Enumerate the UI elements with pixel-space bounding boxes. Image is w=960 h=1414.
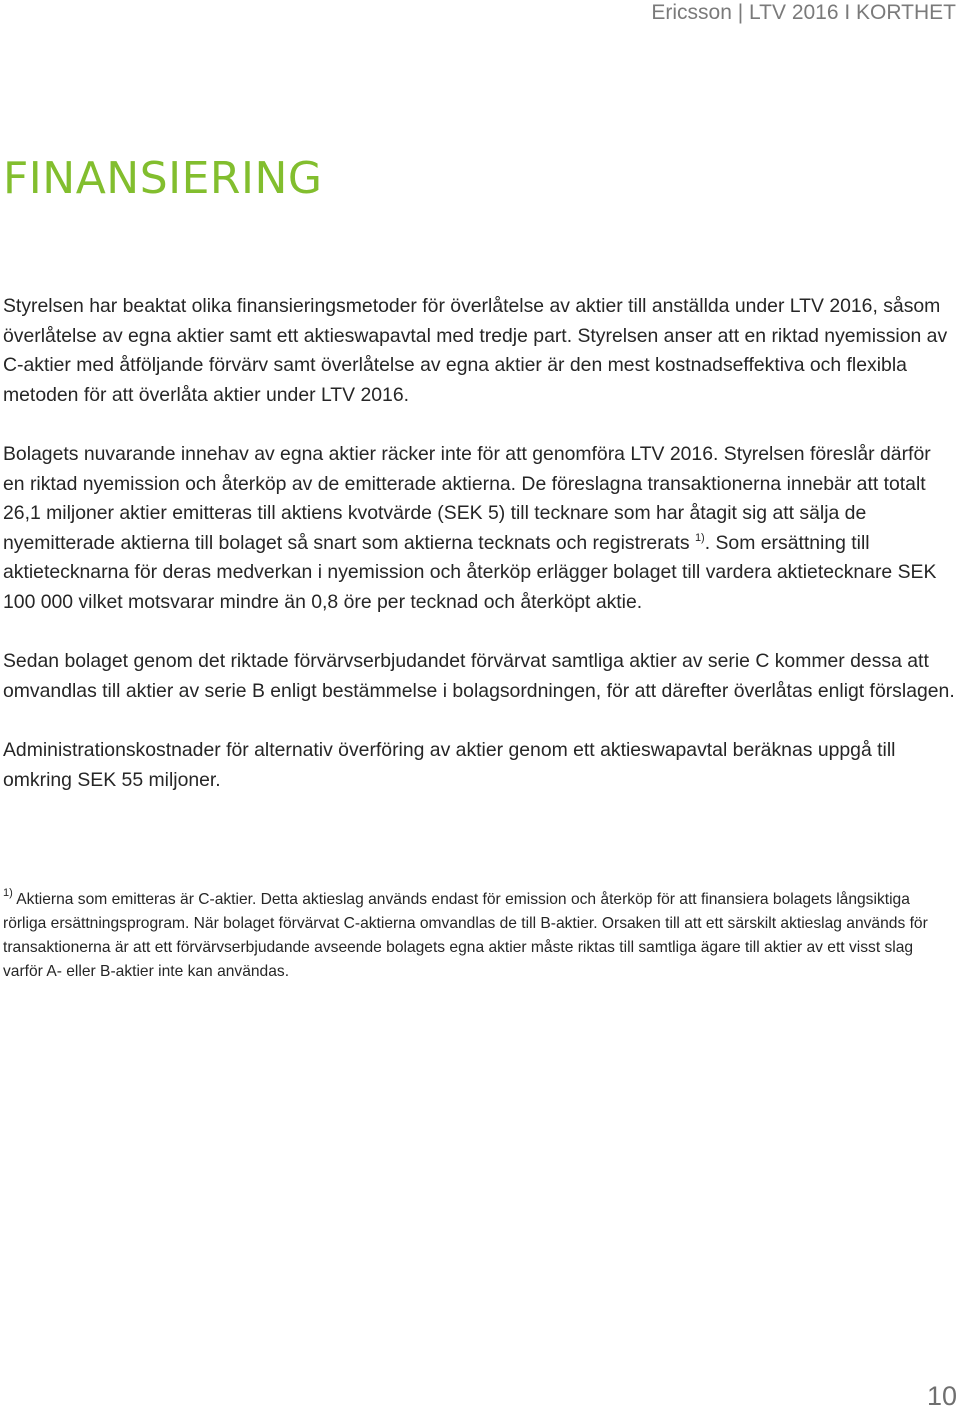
footnote-reference: 1) bbox=[694, 531, 705, 544]
paragraph-conversion: Sedan bolaget genom det riktade förvärvserbjudandet förvärvat samtliga aktier av serie C kommer dessa att omvandlas till aktier av serie B enligt bestämmelse i bolagsordningen, för att därefter överlåtas enligt förslagen. bbox=[3, 650, 955, 702]
paragraph-financing-methods: Styrelsen har beaktat olika finansieringsmetoder för överlåtelse av aktier till anställda under LTV 2016, såsom överlåtelse av egna aktier samt ett aktieswapavtal med tredje part. Styrelsen anser att en riktad nyemission av C-aktier med åtföljande förvärv samt överlåtelse av egna aktier är den mest kostnadseffektiva och flexibla metoden för att överlåta aktier under LTV 2016. bbox=[3, 295, 948, 406]
page-title: FINANSIERING bbox=[3, 153, 323, 204]
body-text bbox=[3, 292, 957, 795]
paragraph-new-issue-text-2: . Som ersättning till aktietecknarna för deras medverkan i nyemission och återköp erlägger bolaget till vardera aktietecknare SEK 100 000 vilket motsvarar mindre än 0,8 öre per tecknad och återköpt aktie. bbox=[3, 531, 937, 613]
footnote bbox=[3, 888, 957, 984]
paragraph-new-issue bbox=[3, 440, 957, 617]
running-header: Ericsson | LTV 2016 I KORTHET bbox=[651, 1, 956, 24]
page-number: 10 bbox=[926, 1381, 957, 1411]
paragraph-new-issue-text-1: Bolagets nuvarande innehav av egna aktier räcker inte för att genomföra LTV 2016. Styrelsen föreslår därför en riktad nyemission och återköp av de emitterade aktierna. De föreslagna transaktionerna innebär att totalt 26,1 miljoner aktier emitteras till aktiens kvotvärde (SEK 5) till tecknare som har åtagit sig att sälja de nyemitterade aktierna till bolaget så snart som aktierna tecknats och registrerats bbox=[3, 443, 931, 554]
footnote-text: Aktierna som emitteras är C-aktier. Detta aktieslag används endast för emission och återköp för att finansiera bolagets långsiktiga rörliga ersättningsprogram. När bolaget förvärvat C-aktierna omvandlas de till B-aktier. Orsaken till att ett särskilt aktieslag används för transaktionerna är att ett förvärvserbjudande avseende bolagets egna aktier måste riktas till samtliga ägare till aktier av ett visst slag varför A- eller B-aktier inte kan användas. bbox=[3, 891, 928, 980]
footnote-marker: 1) bbox=[3, 887, 13, 899]
paragraph-admin-costs: Administrationskostnader för alternativ överföring av aktier genom ett aktieswapavtal beräknas uppgå till omkring SEK 55 miljoner. bbox=[3, 739, 896, 791]
